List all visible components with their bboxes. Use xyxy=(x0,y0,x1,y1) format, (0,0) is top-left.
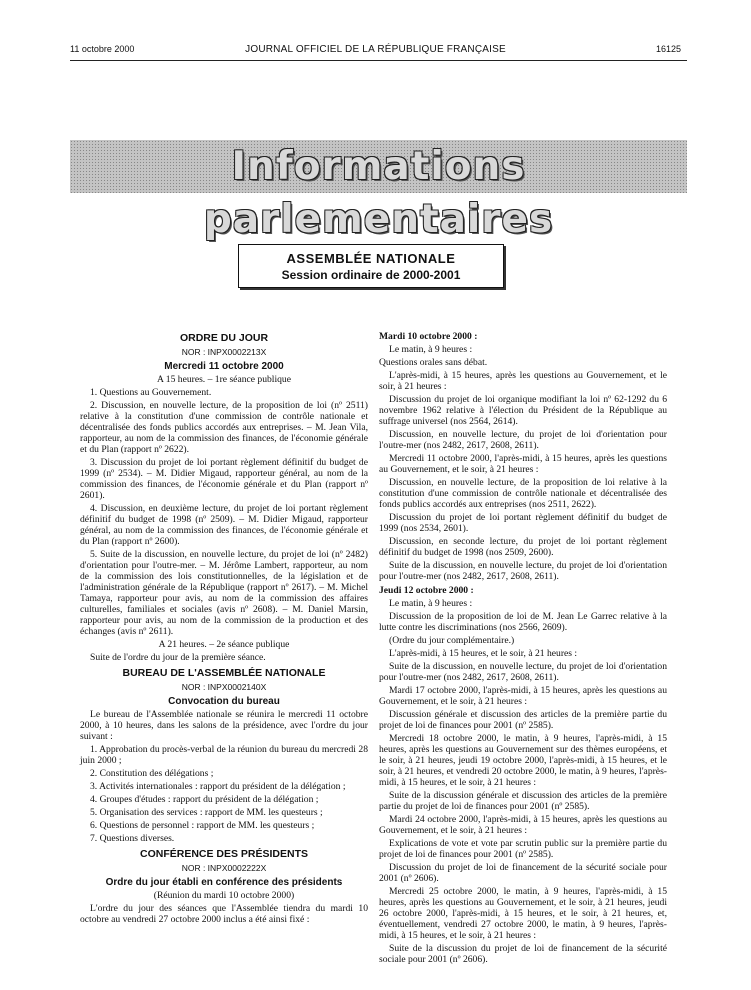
section-heading: ORDRE DU JOUR xyxy=(179,332,269,344)
paragraph: Questions orales sans débat. xyxy=(379,357,488,368)
paragraph: A 15 heures. – 1re séance publique xyxy=(156,374,291,385)
date-heading: Jeudi 12 octobre 2000 : xyxy=(379,585,474,596)
left-column xyxy=(80,328,368,927)
paragraph: 2. Discussion, en nouvelle lecture, de la proposition de loi (nº 2511) relative à la constitution d'une commission de contrôle nationale et décentralisée des fonds publics accordés aux entreprises. – M. Jean Vila, rapporteur, au nom de la commission des finances, de l'économie générale et du Plan (rapport nº 2622). xyxy=(80,400,368,455)
paragraph: Suite de la discussion, en nouvelle lecture, du projet de loi d'orientation pour l'outre-mer (nos 2482, 2617, 2608, 2611). xyxy=(379,560,667,582)
nor-reference: NOR : INPX0002222X xyxy=(181,863,267,873)
paragraph: Discussion, en nouvelle lecture, de la proposition de loi relative à la constitution d'une commission de contrôle nationale et décentralisée des fonds publics accordés aux entreprises (nos 2511, 2622). xyxy=(379,477,667,510)
paragraph: Discussion, en seconde lecture, du projet de loi portant règlement définitif du budget de 1998 (nos 2509, 2600). xyxy=(379,536,667,558)
page-header xyxy=(0,44,751,58)
paragraph: (Ordre du jour complémentaire.) xyxy=(389,635,515,646)
paragraph: Discussion du projet de loi organique modifiant la loi nº 62-1292 du 6 novembre 1962 relative à l'élection du Président de la République au suffrage universel (nos 2564, 2614). xyxy=(379,394,667,427)
paragraph: Mercredi 18 octobre 2000, le matin, à 9 heures, l'après-midi, à 15 heures, après les questions au Gouvernement sur des thèmes européens, et le soir, à 21 heures, jeudi 19 octobre 2000, l'après-midi, à 15 heures, et le soir, à 21 heures, et vendredi 20 octobre 2000, le matin, à 9 heures, l'après-midi, à 15 heures, et le soir, à 21 heures : xyxy=(379,733,667,788)
paragraph: Suite de la discussion, en nouvelle lecture, du projet de loi d'orientation pour l'outre-mer (nos 2482, 2617, 2608, 2611). xyxy=(379,661,667,683)
paragraph: Le bureau de l'Assemblée nationale se réunira le mercredi 11 octobre 2000, à 10 heures, dans les salons de la présidence, avec l'ordre du jour suivant : xyxy=(80,709,368,742)
paragraph: 5. Suite de la discussion, en nouvelle lecture, du projet de loi (nº 2482) d'orientation pour l'outre-mer. – M. Jérôme Lambert, rapporteur, au nom de la commission des lois constitutionnelles, de la législation et de l'administration générale de la République (rapport nº 2617). – M. Michel Tamaya, rapporteur pour avis, au nom de la commission des affaires culturelles, familiales et sociales (avis nº 2608). – M. Daniel Marsin, rapporteur pour avis, au nom de la commission de la production et des échanges (avis nº 2611). xyxy=(80,549,368,637)
paragraph: 7. Questions diverses. xyxy=(90,833,175,844)
paragraph: Discussion du projet de loi portant règlement définitif du budget de 1999 (nos 2534, 2601). xyxy=(379,512,667,534)
paragraph: 3. Discussion du projet de loi portant règlement définitif du budget de 1999 (nº 2534). – M. Didier Migaud, rapporteur général, au nom de la commission des finances, de l'économie générale et du Plan (rapport nº 2601). xyxy=(80,457,368,501)
nor-reference: NOR : INPX0002213X xyxy=(181,347,267,357)
nor-reference: NOR : INPX0002140X xyxy=(181,682,267,692)
subsection-heading: Ordre du jour établi en conférence des présidents xyxy=(105,877,343,888)
right-column xyxy=(379,328,667,967)
paragraph: Discussion générale et discussion des articles de la première partie du projet de loi de finances pour 2001 (nº 2585). xyxy=(379,709,667,731)
assembly-title-box xyxy=(238,244,504,288)
paragraph: L'après-midi, à 15 heures, et le soir, à 21 heures : xyxy=(389,648,578,659)
paragraph: A 21 heures. – 2e séance publique xyxy=(158,639,290,650)
paragraph: 4. Groupes d'études : rapport du président de la délégation ; xyxy=(90,794,319,805)
paragraph: Mercredi 25 octobre 2000, le matin, à 9 heures, l'après-midi, à 15 heures, après les questions au Gouvernement, et le soir, à 21 heures, jeudi 26 octobre 2000, l'après-midi, à 15 heures, et le soir, à 21 heures, et, éventuellement, vendredi 27 octobre 2000, le matin, à 9 heures, l'après-midi, à 15 heures, et le soir, à 21 heures : xyxy=(379,886,667,941)
paragraph: 1. Approbation du procès-verbal de la réunion du bureau du mercredi 28 juin 2000 ; xyxy=(80,744,368,766)
paragraph: (Réunion du mardi 10 octobre 2000) xyxy=(153,890,295,901)
paragraph: Mardi 24 octobre 2000, l'après-midi, à 15 heures, après les questions au Gouvernement, et le soir, à 21 heures : xyxy=(379,814,667,836)
paragraph: 1. Questions au Gouvernement. xyxy=(90,387,212,398)
paragraph: Discussion du projet de loi de financement de la sécurité sociale pour 2001 (nº 2606). xyxy=(379,862,667,884)
header-rule xyxy=(70,60,687,61)
date-heading: Mardi 10 octobre 2000 : xyxy=(379,331,478,342)
paragraph: Suite de la discussion générale et discussion des articles de la première partie du projet de loi de finances pour 2001 (nº 2585). xyxy=(379,790,667,812)
header-journal-title: JOURNAL OFFICIEL DE LA RÉPUBLIQUE FRANÇAISE xyxy=(245,44,506,55)
paragraph: 2. Constitution des délégations ; xyxy=(90,768,214,779)
paragraph: Mercredi 11 octobre 2000, l'après-midi, à 15 heures, après les questions au Gouvernement, et le soir, à 21 heures : xyxy=(379,453,667,475)
paragraph: Discussion, en nouvelle lecture, du projet de loi d'orientation pour l'outre-mer (nos 2482, 2617, 2608, 2611). xyxy=(379,429,667,451)
paragraph: 4. Discussion, en deuxième lecture, du projet de loi portant règlement définitif du budget de 1998 (nº 2509). – M. Didier Migaud, rapporteur général, au nom de la commission des finances, de l'économie générale et du Plan (rapport nº 2600). xyxy=(80,503,368,547)
paragraph: Explications de vote et vote par scrutin public sur la première partie du projet de loi de finances pour 2001 (nº 2585). xyxy=(379,838,667,860)
paragraph: 3. Activités internationales : rapport du président de la délégation ; xyxy=(90,781,346,792)
paragraph: 6. Questions de personnel : rapport de MM. les questeurs ; xyxy=(90,820,315,831)
paragraph: Mardi 17 octobre 2000, l'après-midi, à 15 heures, après les questions au Gouvernement, et le soir, à 21 heures : xyxy=(379,685,667,707)
section-heading: BUREAU DE L'ASSEMBLÉE NATIONALE xyxy=(122,667,326,679)
session-name: Session ordinaire de 2000-2001 xyxy=(281,268,461,282)
header-page-number: 16125 xyxy=(655,44,681,54)
paragraph: Suite de la discussion du projet de loi de financement de la sécurité sociale pour 2001 (nº 2606). xyxy=(379,943,667,965)
paragraph: L'après-midi, à 15 heures, après les questions au Gouvernement, et le soir, à 21 heures : xyxy=(379,370,667,392)
paragraph: L'ordre du jour des séances que l'Assemblée tiendra du mardi 10 octobre au vendredi 27 octobre 2000 inclus a été ainsi fixé : xyxy=(80,903,368,925)
paragraph: Le matin, à 9 heures : xyxy=(389,598,473,609)
paragraph: Discussion de la proposition de loi de M. Jean Le Garrec relative à la lutte contre les discriminations (nos 2566, 2609). xyxy=(379,611,667,633)
paragraph: Suite de l'ordre du jour de la première séance. xyxy=(90,652,266,663)
header-date: 11 octobre 2000 xyxy=(70,44,135,54)
section-banner xyxy=(70,140,687,242)
subsection-heading: Mercredi 11 octobre 2000 xyxy=(164,361,284,372)
paragraph: 5. Organisation des services : rapport de MM. les questeurs ; xyxy=(90,807,323,818)
section-heading: CONFÉRENCE DES PRÉSIDENTS xyxy=(139,848,309,860)
assembly-name: ASSEMBLÉE NATIONALE xyxy=(286,251,456,266)
banner-title: Informations parlementaires xyxy=(203,144,554,242)
subsection-heading: Convocation du bureau xyxy=(168,696,280,707)
paragraph: Le matin, à 9 heures : xyxy=(389,344,473,355)
